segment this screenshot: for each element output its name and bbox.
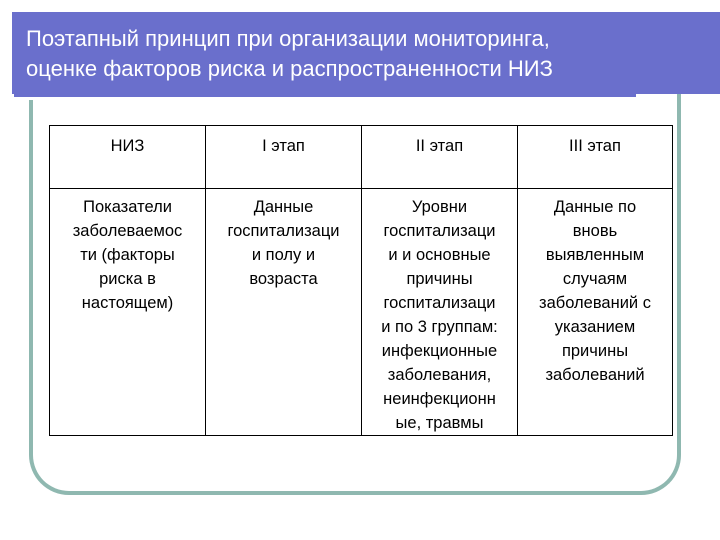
cell-line: ые, травмы bbox=[395, 414, 484, 432]
cell-line: госпитализаци bbox=[227, 222, 340, 240]
cell-line: Показатели bbox=[83, 198, 172, 216]
cell-line: ти (факторы bbox=[80, 246, 175, 264]
cell-line: инфекционные bbox=[381, 342, 498, 360]
cell-line: заболевания, bbox=[387, 366, 492, 384]
cell-line: возраста bbox=[249, 270, 318, 288]
cell-line: риска в bbox=[99, 270, 156, 288]
cell-line: и полу и bbox=[251, 246, 316, 264]
cell-line: госпитализаци bbox=[383, 294, 496, 312]
slide-title-line: Поэтапный принцип при организации мониторинга, bbox=[26, 26, 550, 51]
header-stage-1: I этап bbox=[206, 126, 362, 189]
cell-stage-1 bbox=[206, 189, 362, 436]
slide-title bbox=[26, 24, 626, 84]
cell-line: настоящем) bbox=[81, 294, 174, 312]
cell-line: госпитализаци bbox=[383, 222, 496, 240]
header-niz: НИЗ bbox=[50, 126, 206, 189]
cell-line: случаям bbox=[562, 270, 628, 288]
cell-line: Данные по bbox=[553, 198, 637, 216]
cell-line: заболеваний bbox=[545, 366, 645, 384]
cell-line: неинфекционн bbox=[383, 390, 496, 408]
cell-stage-3 bbox=[518, 189, 673, 436]
cell-line: Данные bbox=[253, 198, 314, 216]
header-stage-2: II этап bbox=[362, 126, 518, 189]
stages-table bbox=[49, 125, 673, 436]
cell-line: выявленным bbox=[545, 246, 645, 264]
cell-line: причины bbox=[561, 342, 629, 360]
title-underline bbox=[14, 94, 636, 97]
cell-line: заболеваемос bbox=[72, 222, 183, 240]
table-row bbox=[50, 189, 673, 436]
cell-line: заболеваний с bbox=[539, 294, 651, 312]
content-frame-edge bbox=[677, 94, 681, 106]
cell-line: указанием bbox=[554, 318, 636, 336]
cell-stage-2 bbox=[362, 189, 518, 436]
cell-line: причины bbox=[406, 270, 473, 288]
slide-title-line: оценке факторов риска и распространенности НИЗ bbox=[26, 56, 553, 81]
table-header-row bbox=[50, 126, 673, 189]
cell-line: вновь bbox=[572, 222, 618, 240]
cell-line: Уровни bbox=[411, 198, 468, 216]
cell-indicators bbox=[50, 189, 206, 436]
cell-line: и и основные bbox=[388, 246, 491, 264]
cell-line: и по 3 группам: bbox=[381, 318, 498, 336]
header-stage-3: III этап bbox=[518, 126, 673, 189]
